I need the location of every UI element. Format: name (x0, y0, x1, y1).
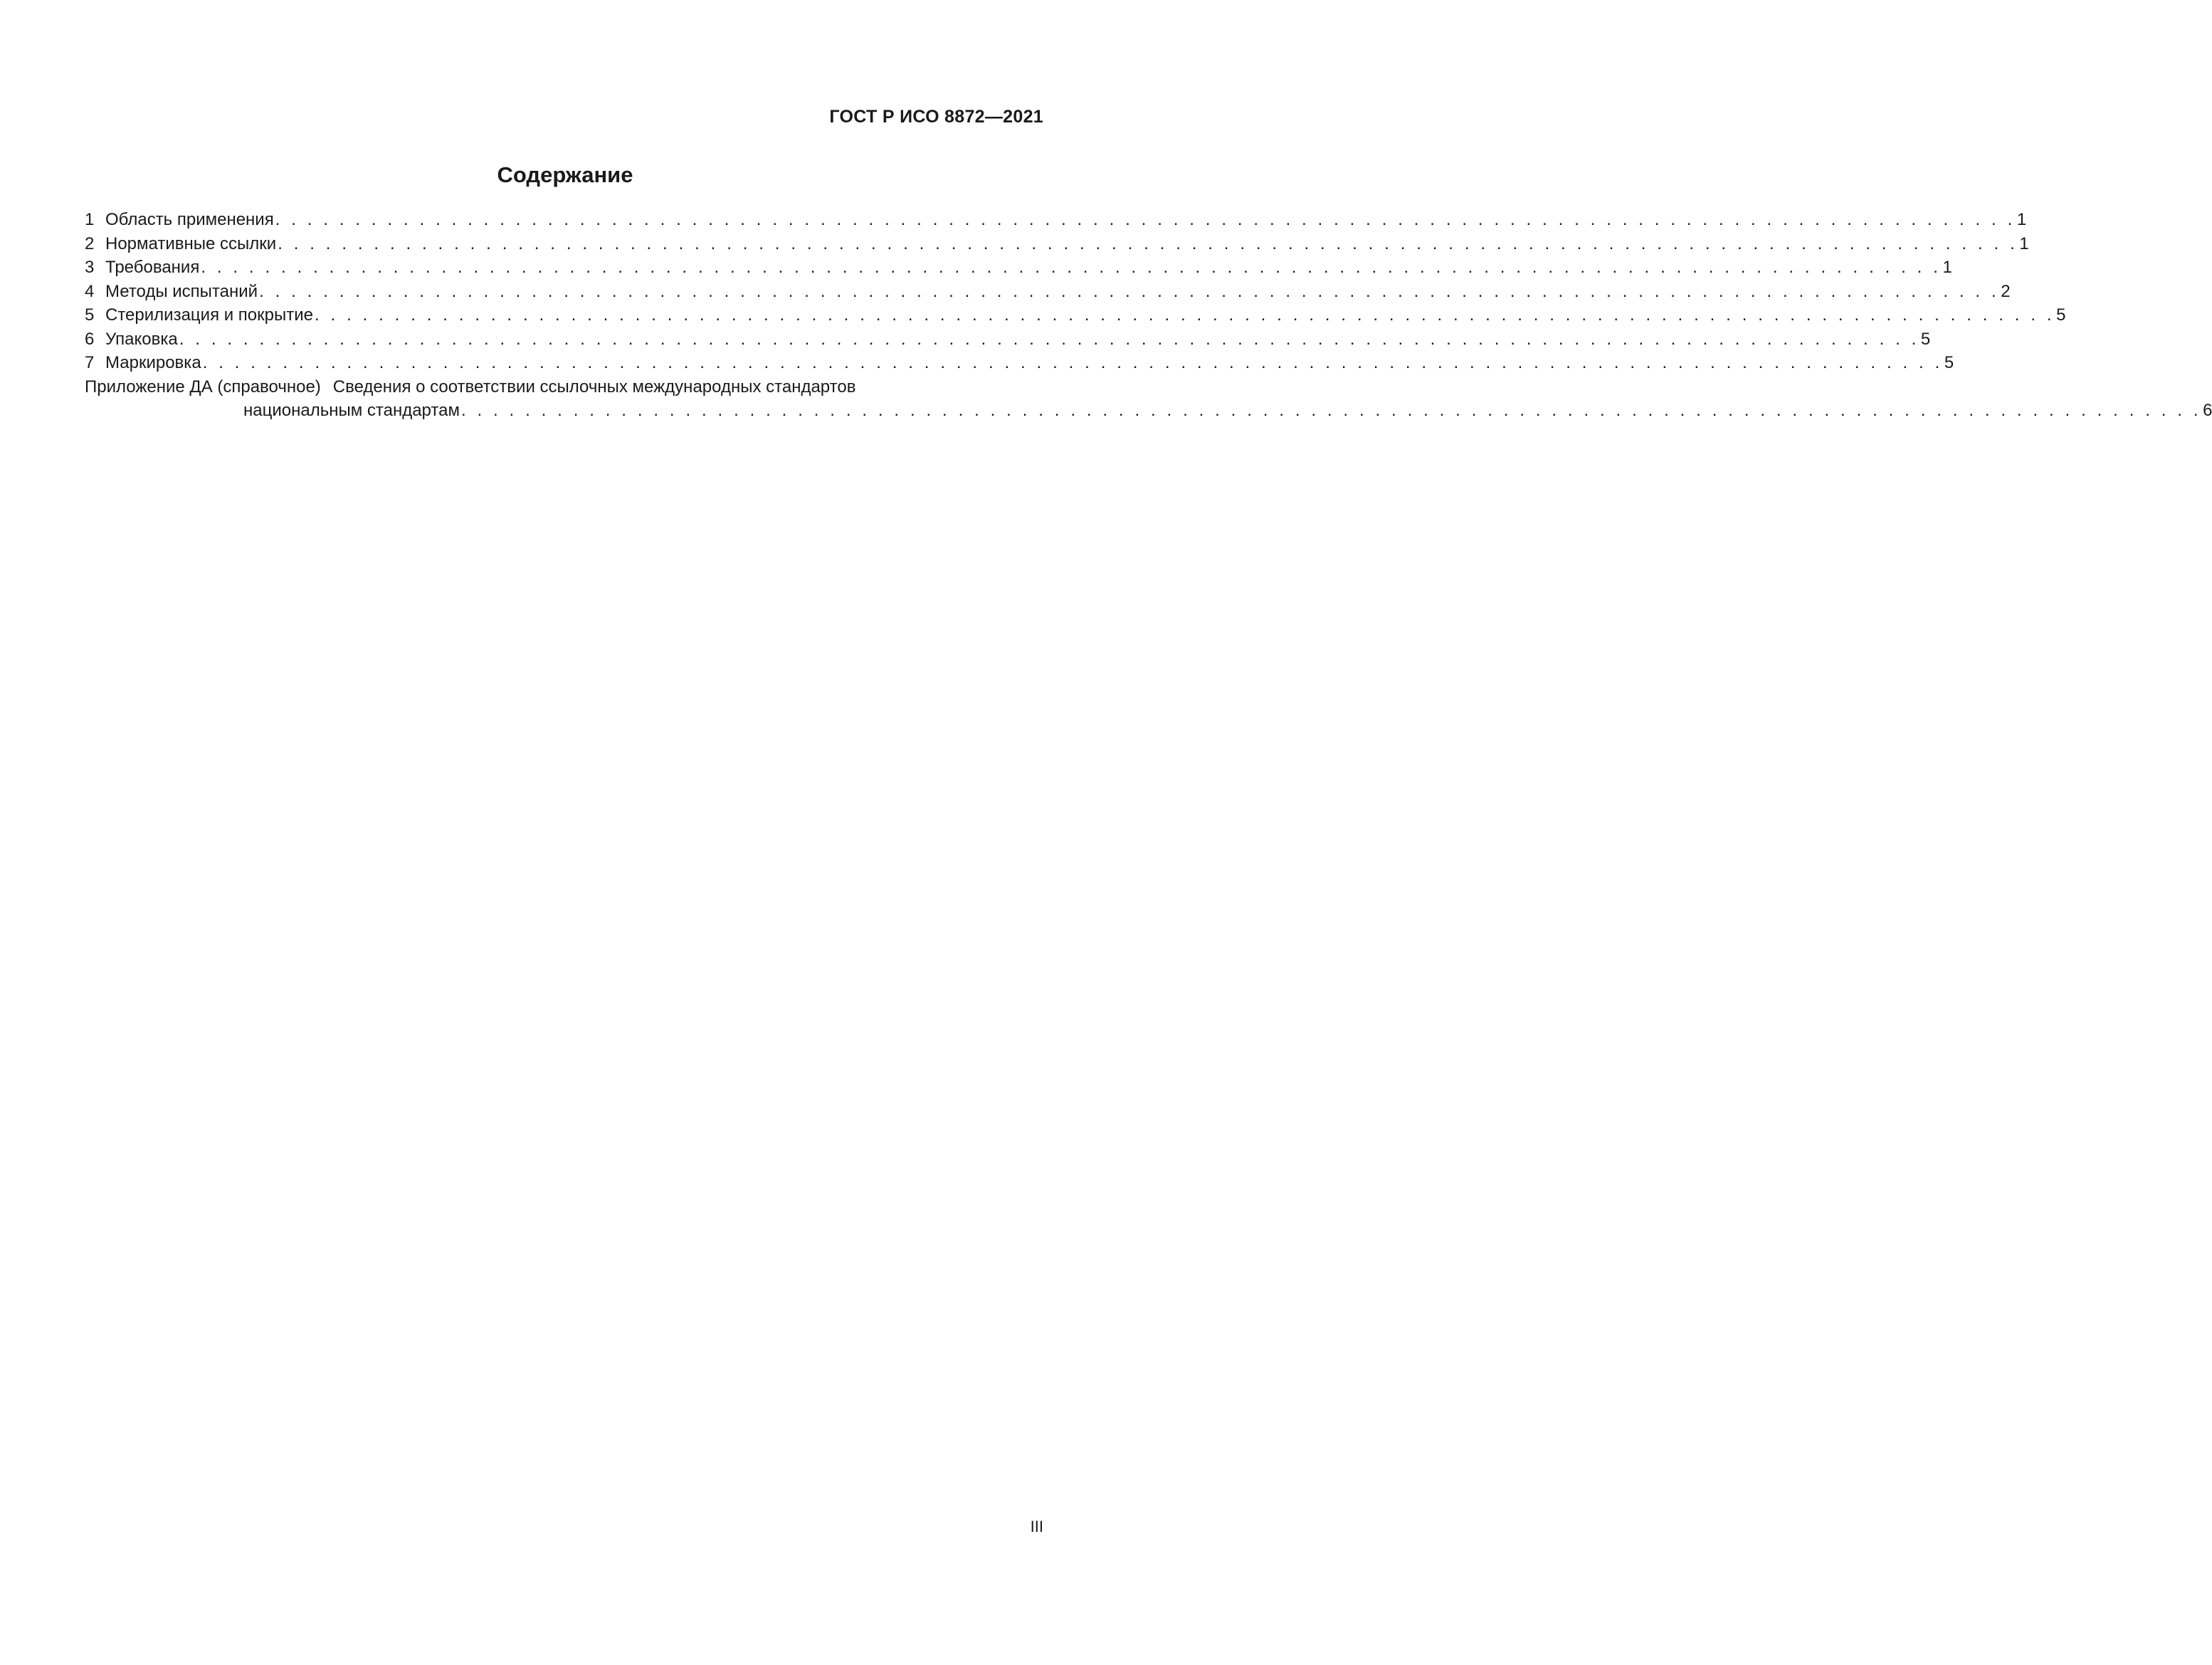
annex-first-line (85, 375, 1043, 399)
page-number: III (1030, 1518, 1043, 1535)
toc-entry-marking[interactable] (85, 351, 1954, 375)
dot-leader: . . . . . . . . . . . . . . . . . . . . . . . . . . . . . . . . . . . . . . . . . . . . . . . . . . . . . . . . . . . . . . . . . . . . . . . . . . . . . . . . . . . . . . . . . . . . . . . . . . . . . . . . . . . . . (259, 281, 2000, 301)
toc-entry-number: 3 (85, 258, 95, 277)
toc-entry-page: 5 (1920, 329, 1931, 349)
dot-leader: . . . . . . . . . . . . . . . . . . . . . . . . . . . . . . . . . . . . . . . . . . . . . . . . . . . . . . . . . . . . . . . . . . . . . . . . . . . . . . . . . . . . . . . . . . . . . . . . . . . . . . . . . . . . . (179, 329, 1919, 349)
toc-entry-packaging[interactable] (85, 327, 1931, 352)
toc-entry-label: Нормативные ссылки (105, 233, 277, 253)
toc-entry-label: Требования (105, 258, 200, 277)
document-code: ГОСТ Р ИСО 8872—2021 (829, 107, 1043, 127)
dot-leader: . . . . . . . . . . . . . . . . . . . . . . . . . . . . . . . . . . . . . . . . . . . . . . . . . . . . . . . . . . . . . . . . . . . . . . . . . . . . . . . . . . . . . . . . . . . . . . . . . . . . . . . . . . . . . (278, 233, 2018, 253)
annex-title-line2: национальным стандартам (243, 401, 460, 420)
dot-leader: . . . . . . . . . . . . . . . . . . . . . . . . . . . . . . . . . . . . . . . . . . . . . . . . . . . . . . . . . . . . . . . . . . . . . . . . . . . . . . . . . . . . . . . . . . . . . . . . . . . . . . . . . . . . . (275, 210, 2016, 229)
dot-leader: . . . . . . . . . . . . . . . . . . . . . . . . . . . . . . . . . . . . . . . . . . . . . . . . . . . . . . . . . . . . . . . . . . . . . . . . . . . . . . . . . . . . . . . . . . . . . . . . . . . . . . . . . . . . . (460, 401, 2202, 420)
toc-entry-number: 2 (85, 233, 95, 253)
toc-entry-number: 5 (85, 305, 95, 325)
toc-entry-normative-references[interactable] (85, 232, 2029, 256)
dot-leader: . . . . . . . . . . . . . . . . . . . . . . . . . . . . . . . . . . . . . . . . . . . . . . . . . . . . . . . . . . . . . . . . . . . . . . . . . . . . . . . . . . . . . . . . . . . . . . . . . . . . . . . . . . . . . (315, 305, 2055, 325)
toc-entry-page: 5 (1944, 353, 1954, 372)
annex-title-line1: Сведения о соответствии ссылочных международных стандартов (332, 377, 856, 396)
toc-entry-page: 1 (2016, 210, 2027, 229)
toc-entry-label: Упаковка (105, 329, 178, 349)
toc-entry-page: 1 (1942, 258, 1952, 277)
dot-leader: . . . . . . . . . . . . . . . . . . . . . . . . . . . . . . . . . . . . . . . . . . . . . . . . . . . . . . . . . . . . . . . . . . . . . . . . . . . . . . . . . . . . . . . . . . . . . . . . . . . . . . . . . . . . . (202, 353, 1943, 372)
toc-entry-number: 6 (85, 329, 95, 349)
toc-entry-label: Методы испытаний (105, 281, 258, 301)
toc-entry-label: Маркировка (105, 353, 201, 372)
table-of-contents (85, 208, 2212, 423)
annex-second-line (85, 399, 2212, 423)
toc-entry-sterilization[interactable] (85, 303, 2066, 327)
toc-title: Содержание (497, 162, 633, 187)
toc-entry-page: 6 (2203, 401, 2212, 420)
toc-entry-label: Стерилизация и покрытие (105, 305, 313, 325)
dot-leader: . . . . . . . . . . . . . . . . . . . . . . . . . . . . . . . . . . . . . . . . . . . . . . . . . . . . . . . . . . . . . . . . . . . . . . . . . . . . . . . . . . . . . . . . . . . . . . . . . . . . . . . . . . . . . (201, 258, 1942, 277)
toc-entry-scope[interactable] (85, 208, 2027, 232)
toc-entry-label: Область применения (105, 210, 274, 229)
toc-entry-number: 7 (85, 353, 95, 372)
toc-entry-annex[interactable] (85, 375, 2212, 423)
annex-prefix: Приложение ДА (справочное) (85, 377, 321, 396)
toc-entry-number: 4 (85, 281, 95, 301)
toc-entry-number: 1 (85, 210, 95, 229)
toc-entry-page: 5 (2056, 305, 2066, 325)
toc-entry-test-methods[interactable] (85, 280, 2011, 304)
toc-entry-requirements[interactable] (85, 256, 1952, 280)
toc-entry-page: 1 (2019, 233, 2029, 253)
toc-entry-page: 2 (2001, 281, 2011, 301)
